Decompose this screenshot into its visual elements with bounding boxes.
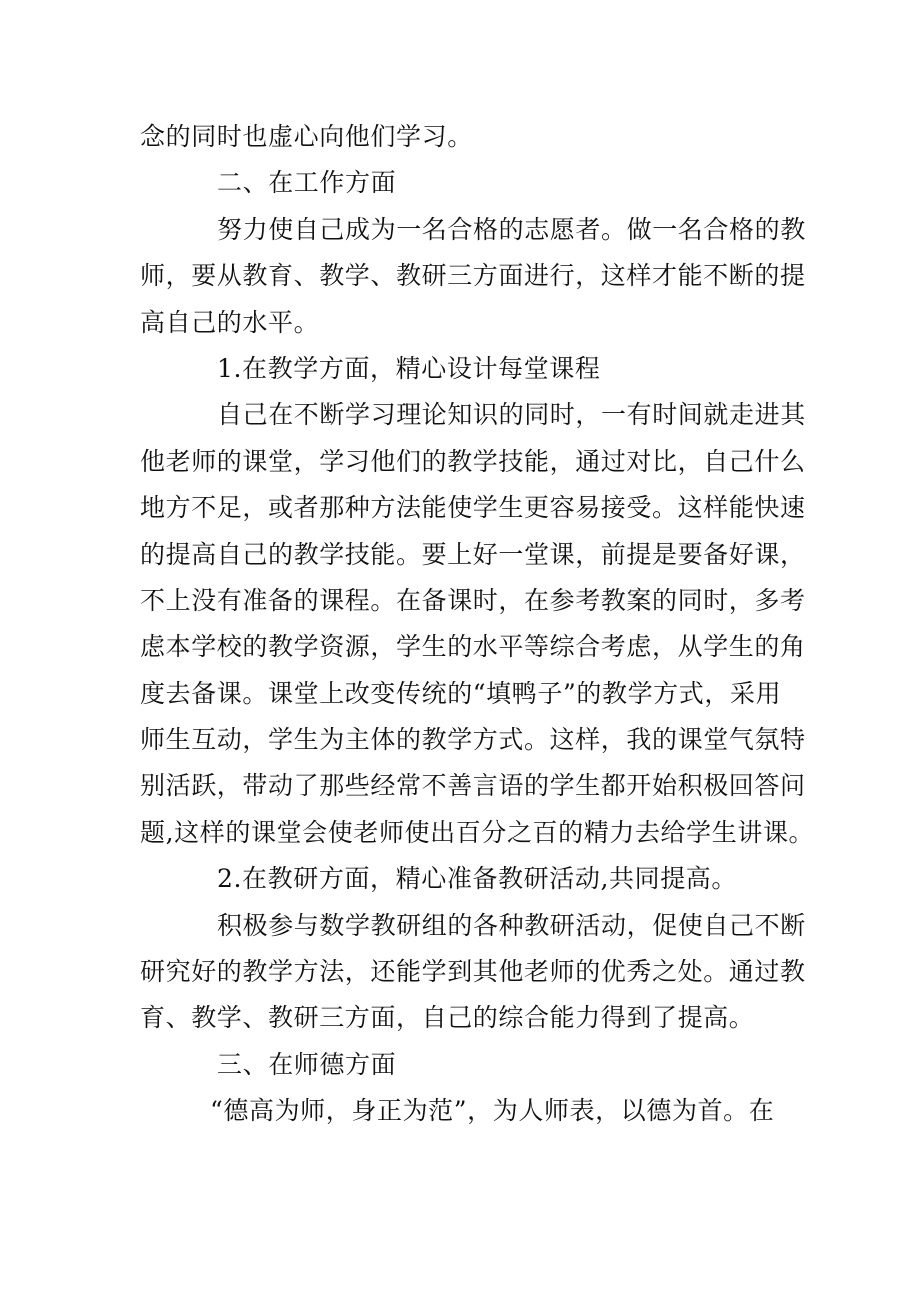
text-line: 别活跃，带动了那些经常不善言语的学生都开始积极回答问 (140, 771, 806, 801)
text-line: 师生互动，学生为主体的教学方式。这样，我的课堂气氛特 (140, 725, 806, 755)
subsection-heading: 2.在教研方面，精心准备教研活动,共同提高。 (217, 864, 738, 894)
text-line: 的提高自己的教学技能。要上好一堂课，前提是要备好课， (140, 539, 806, 569)
text-line: “德高为师，身正为范”，为人师表，以德为首。在 (210, 1096, 775, 1126)
section-heading: 二、在工作方面 (217, 168, 397, 198)
text-line: 努力使自己成为一名合格的志愿者。做一名合格的教 (217, 214, 806, 244)
text-line: 度去备课。课堂上改变传统的“填鸭子”的教学方式，采用 (140, 678, 782, 708)
text-line: 育、教学、教研三方面，自己的综合能力得到了提高。 (140, 1003, 755, 1033)
text-line: 自己在不断学习理论知识的同时，一有时间就走进其 (217, 400, 806, 430)
text-line: 他老师的课堂，学习他们的教学技能，通过对比，自己什么 (140, 446, 806, 476)
text-line: 师，要从教育、教学、教研三方面进行，这样才能不断的提 (140, 261, 806, 291)
text-line: 念的同时也虚心向他们学习。 (140, 122, 473, 151)
text-line: 虑本学校的教学资源，学生的水平等综合考虑，从学生的角 (140, 632, 806, 662)
subsection-heading: 1.在教学方面，精心设计每堂课程 (217, 353, 601, 383)
document-body (140, 114, 815, 1135)
section-heading: 三、在师德方面 (217, 1049, 397, 1079)
text-line: 题,这样的课堂会使老师使出百分之百的精力去给学生讲课。 (140, 817, 815, 847)
text-line: 积极参与数学教研组的各种教研活动，促使自己不断 (217, 910, 806, 940)
text-line: 不上没有准备的课程。在备课时，在参考教案的同时，多考 (140, 585, 806, 615)
text-line: 地方不足，或者那种方法能使学生更容易接受。这样能快速 (140, 493, 806, 523)
text-line: 研究好的教学方法，还能学到其他老师的优秀之处。通过教 (140, 957, 806, 987)
text-line: 高自己的水平。 (140, 307, 320, 337)
